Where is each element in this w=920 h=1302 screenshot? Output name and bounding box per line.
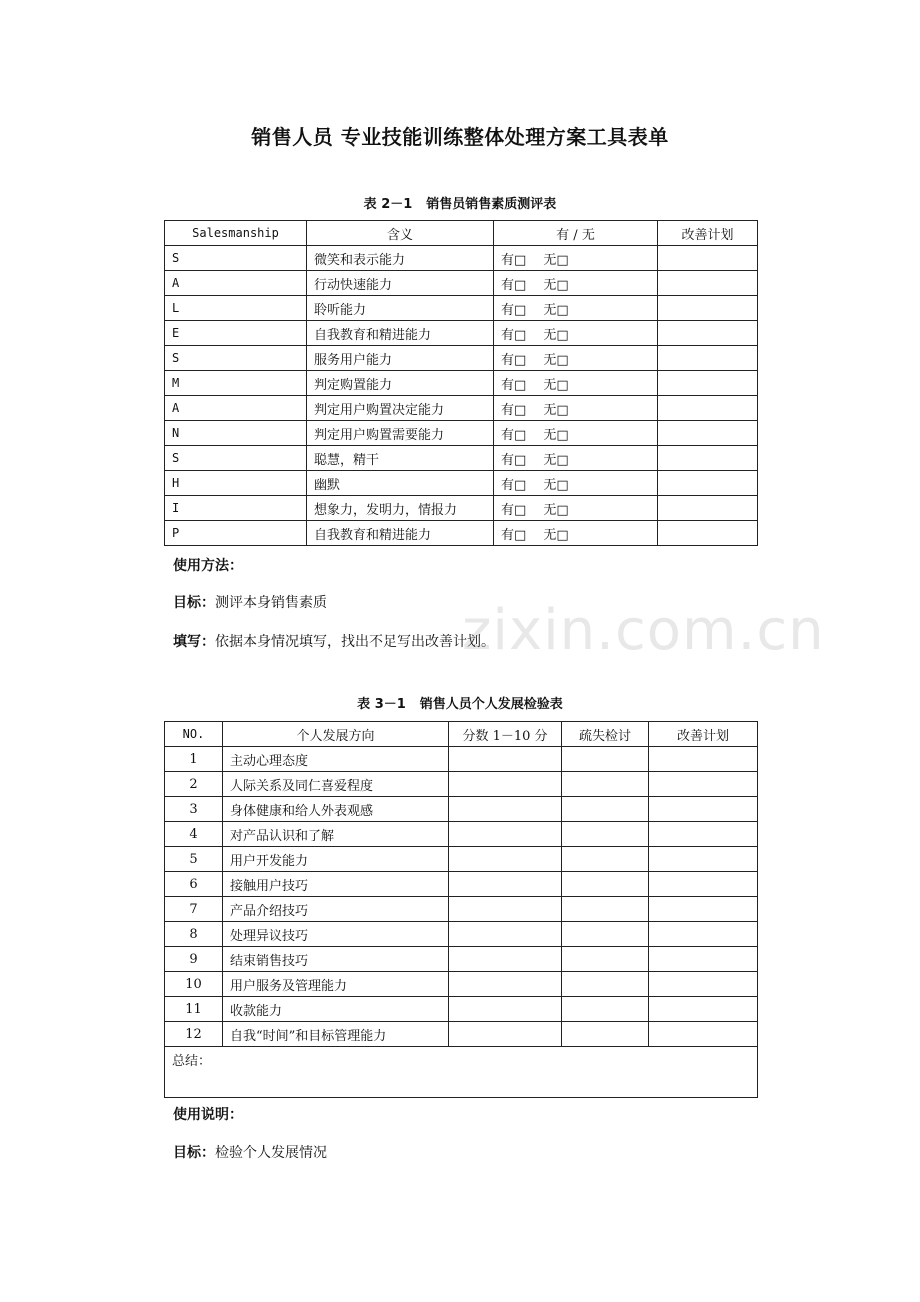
yes-no-checkbox-cell[interactable]: 有□ 无□	[494, 521, 658, 546]
table1-caption-text: 销售员销售素质测评表	[426, 197, 557, 212]
direction-cell: 用户服务及管理能力	[223, 972, 449, 997]
yes-no-checkbox-cell[interactable]: 有□ 无□	[494, 471, 658, 496]
yes-no-checkbox-cell[interactable]: 有□ 无□	[494, 346, 658, 371]
summary-row	[165, 1047, 758, 1098]
table-row	[165, 296, 758, 321]
direction-cell: 产品介绍技巧	[223, 897, 449, 922]
direction-cell: 对产品认识和了解	[223, 822, 449, 847]
salesmanship-letter: S	[165, 346, 307, 371]
salesmanship-letter: N	[165, 421, 307, 446]
usage-method-heading	[173, 555, 243, 575]
personal-development-table	[164, 721, 758, 1098]
meaning-cell: 聪慧，精干	[307, 446, 494, 471]
meaning-cell: 想象力，发明力，情报力	[307, 496, 494, 521]
meaning-cell: 行动快速能力	[307, 271, 494, 296]
row-number: 6	[165, 872, 223, 897]
review-cell[interactable]	[562, 972, 649, 997]
meaning-cell: 自我教育和精进能力	[307, 521, 494, 546]
header-score: 分数 1－10 分	[449, 722, 562, 747]
salesmanship-letter: H	[165, 471, 307, 496]
plan-cell[interactable]	[649, 1022, 758, 1047]
salesmanship-letter: S	[165, 446, 307, 471]
meaning-cell: 判定用户购置需要能力	[307, 421, 494, 446]
review-cell[interactable]	[562, 797, 649, 822]
direction-cell: 用户开发能力	[223, 847, 449, 872]
review-cell[interactable]	[562, 872, 649, 897]
table-row	[165, 346, 758, 371]
header-direction: 个人发展方向	[223, 722, 449, 747]
header-improvement-plan: 改善计划	[658, 221, 758, 246]
sales-quality-table	[164, 220, 758, 546]
review-cell[interactable]	[562, 922, 649, 947]
yes-no-checkbox-cell[interactable]: 有□ 无□	[494, 271, 658, 296]
plan-cell[interactable]	[649, 922, 758, 947]
table-row	[165, 947, 758, 972]
salesmanship-letter: P	[165, 521, 307, 546]
header-plan: 改善计划	[649, 722, 758, 747]
table-row	[165, 321, 758, 346]
table2-caption	[0, 693, 920, 712]
row-number: 4	[165, 822, 223, 847]
yes-no-checkbox-cell[interactable]: 有□ 无□	[494, 446, 658, 471]
row-number: 3	[165, 797, 223, 822]
direction-cell: 人际关系及同仁喜爱程度	[223, 772, 449, 797]
document-title: 销售人员 专业技能训练整体处理方案工具表单	[251, 125, 669, 149]
header-no: NO.	[165, 722, 223, 747]
table1-caption	[0, 193, 920, 212]
improvement-plan-cell[interactable]	[658, 321, 758, 346]
table-row	[165, 446, 758, 471]
meaning-cell: 判定购置能力	[307, 371, 494, 396]
row-number: 8	[165, 922, 223, 947]
improvement-plan-cell[interactable]	[658, 496, 758, 521]
salesmanship-letter: A	[165, 271, 307, 296]
yes-no-checkbox-cell[interactable]: 有□ 无□	[494, 371, 658, 396]
improvement-plan-cell[interactable]	[658, 521, 758, 546]
score-cell[interactable]	[449, 1022, 562, 1047]
plan-cell[interactable]	[649, 997, 758, 1022]
table-row	[165, 271, 758, 296]
plan-cell[interactable]	[649, 747, 758, 772]
direction-cell: 处理异议技巧	[223, 922, 449, 947]
direction-cell: 身体健康和给人外表观感	[223, 797, 449, 822]
improvement-plan-cell[interactable]	[658, 396, 758, 421]
salesmanship-letter: I	[165, 496, 307, 521]
usage-fill-line	[173, 631, 495, 651]
goal-text: 测评本身销售素质	[215, 595, 327, 611]
improvement-plan-cell[interactable]	[658, 371, 758, 396]
table-row	[165, 822, 758, 847]
score-cell[interactable]	[449, 797, 562, 822]
plan-cell[interactable]	[649, 972, 758, 997]
table1-body	[165, 246, 758, 546]
table-row	[165, 972, 758, 997]
table-row	[165, 396, 758, 421]
table-row	[165, 421, 758, 446]
salesmanship-letter: S	[165, 246, 307, 271]
header-meaning: 含义	[307, 221, 494, 246]
score-cell[interactable]	[449, 747, 562, 772]
review-cell[interactable]	[562, 747, 649, 772]
table-row	[165, 897, 758, 922]
meaning-cell: 判定用户购置决定能力	[307, 396, 494, 421]
goal2-text: 检验个人发展情况	[215, 1145, 327, 1161]
yes-no-checkbox-cell[interactable]: 有□ 无□	[494, 396, 658, 421]
plan-cell[interactable]	[649, 897, 758, 922]
goal-label: 目标：	[173, 595, 215, 611]
yes-no-checkbox-cell[interactable]: 有□ 无□	[494, 246, 658, 271]
meaning-cell: 服务用户能力	[307, 346, 494, 371]
summary-cell[interactable]	[165, 1047, 758, 1098]
row-number: 5	[165, 847, 223, 872]
review-cell[interactable]	[562, 997, 649, 1022]
improvement-plan-cell[interactable]	[658, 421, 758, 446]
row-number: 10	[165, 972, 223, 997]
review-cell[interactable]	[562, 1022, 649, 1047]
usage-instructions-label: 使用说明：	[173, 1107, 243, 1123]
table-row	[165, 872, 758, 897]
score-cell[interactable]	[449, 922, 562, 947]
salesmanship-letter: M	[165, 371, 307, 396]
goal2-label: 目标：	[173, 1145, 215, 1161]
watermark: zixin.com.cn	[462, 598, 825, 663]
direction-cell: 结束销售技巧	[223, 947, 449, 972]
review-cell[interactable]	[562, 897, 649, 922]
header-review: 疏失检讨	[562, 722, 649, 747]
review-cell[interactable]	[562, 772, 649, 797]
table-row	[165, 1022, 758, 1047]
plan-cell[interactable]	[649, 872, 758, 897]
usage-method-label: 使用方法：	[173, 558, 243, 574]
score-cell[interactable]	[449, 772, 562, 797]
table2-body	[165, 747, 758, 1047]
score-cell[interactable]	[449, 947, 562, 972]
table-row	[165, 371, 758, 396]
table-row	[165, 922, 758, 947]
table-row	[165, 747, 758, 772]
row-number: 11	[165, 997, 223, 1022]
plan-cell[interactable]	[649, 772, 758, 797]
table1-header-row	[165, 221, 758, 246]
table-row	[165, 997, 758, 1022]
table-row	[165, 496, 758, 521]
salesmanship-letter: E	[165, 321, 307, 346]
row-number: 12	[165, 1022, 223, 1047]
row-number: 7	[165, 897, 223, 922]
row-number: 2	[165, 772, 223, 797]
usage2-goal-line	[173, 1142, 327, 1162]
meaning-cell: 自我教育和精进能力	[307, 321, 494, 346]
score-cell[interactable]	[449, 972, 562, 997]
improvement-plan-cell[interactable]	[658, 446, 758, 471]
table2-caption-number: 表 3－1	[357, 697, 406, 712]
salesmanship-letter: A	[165, 396, 307, 421]
improvement-plan-cell[interactable]	[658, 271, 758, 296]
table-row	[165, 797, 758, 822]
summary-label: 总结：	[172, 1054, 212, 1069]
review-cell[interactable]	[562, 822, 649, 847]
score-cell[interactable]	[449, 997, 562, 1022]
usage-instructions-heading	[173, 1104, 243, 1124]
yes-no-checkbox-cell[interactable]: 有□ 无□	[494, 296, 658, 321]
direction-cell: 主动心理态度	[223, 747, 449, 772]
row-number: 9	[165, 947, 223, 972]
improvement-plan-cell[interactable]	[658, 346, 758, 371]
table-row	[165, 847, 758, 872]
table2-header-row	[165, 722, 758, 747]
salesmanship-letter: L	[165, 296, 307, 321]
table1-caption-number: 表 2－1	[363, 197, 413, 212]
meaning-cell: 微笑和表示能力	[307, 246, 494, 271]
plan-cell[interactable]	[649, 822, 758, 847]
table-row	[165, 772, 758, 797]
improvement-plan-cell[interactable]	[658, 471, 758, 496]
table-row	[165, 521, 758, 546]
review-cell[interactable]	[562, 947, 649, 972]
improvement-plan-cell[interactable]	[658, 296, 758, 321]
table2-caption-text: 销售人员个人发展检验表	[419, 697, 563, 712]
header-yes-no: 有 / 无	[494, 221, 658, 246]
direction-cell: 收款能力	[223, 997, 449, 1022]
fill-text: 依据本身情况填写，找出不足写出改善计划。	[215, 634, 495, 650]
row-number: 1	[165, 747, 223, 772]
direction-cell: 接触用户技巧	[223, 872, 449, 897]
table-row	[165, 471, 758, 496]
review-cell[interactable]	[562, 847, 649, 872]
plan-cell[interactable]	[649, 797, 758, 822]
score-cell[interactable]	[449, 897, 562, 922]
header-salesmanship: Salesmanship	[165, 221, 307, 246]
plan-cell[interactable]	[649, 847, 758, 872]
yes-no-checkbox-cell[interactable]: 有□ 无□	[494, 421, 658, 446]
score-cell[interactable]	[449, 847, 562, 872]
score-cell[interactable]	[449, 872, 562, 897]
fill-label: 填写：	[173, 634, 215, 650]
yes-no-checkbox-cell[interactable]: 有□ 无□	[494, 496, 658, 521]
plan-cell[interactable]	[649, 947, 758, 972]
direction-cell: 自我“时间”和目标管理能力	[223, 1022, 449, 1047]
meaning-cell: 聆听能力	[307, 296, 494, 321]
meaning-cell: 幽默	[307, 471, 494, 496]
yes-no-checkbox-cell[interactable]: 有□ 无□	[494, 321, 658, 346]
table-row	[165, 246, 758, 271]
improvement-plan-cell[interactable]	[658, 246, 758, 271]
usage-goal-line	[173, 592, 327, 612]
score-cell[interactable]	[449, 822, 562, 847]
